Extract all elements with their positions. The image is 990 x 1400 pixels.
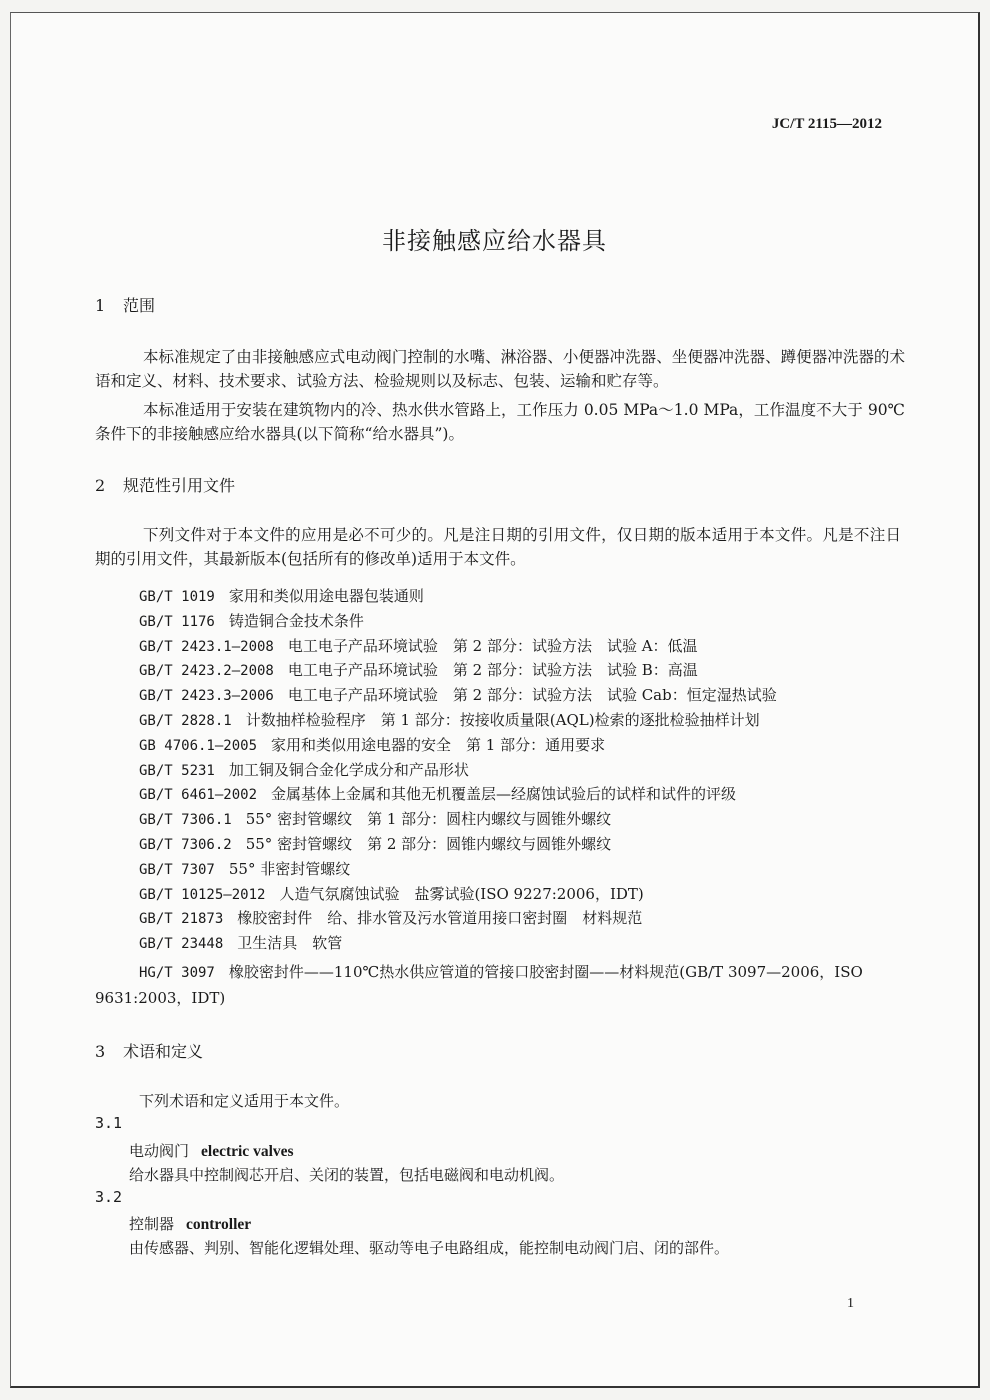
section-1-heading [95,293,155,316]
term-3-2-number: 3.2 [95,1188,123,1206]
term-3-2-en: controller [186,1216,252,1233]
reference-title: 铸造铜合金技术条件 [228,611,364,630]
section-2-number: 2 [95,476,106,495]
reference-title: 加工铜及铜合金化学成分和产品形状 [228,760,469,779]
reference-item [139,832,899,857]
section-3-number: 3 [95,1042,106,1061]
reference-item [139,733,899,758]
reference-title: 家用和类似用途电器的安全 第 1 部分：通用要求 [271,735,606,754]
reference-code: GB/T 7306.1 [139,812,232,829]
reference-title: 计数抽样检验程序 第 1 部分：按接收质量限(AQL)检索的逐批检验抽样计划 [245,710,760,729]
reference-item [139,634,899,659]
reference-title: 55° 密封管螺纹 第 1 部分：圆柱内螺纹与圆锥外螺纹 [245,810,612,829]
reference-item [139,758,899,783]
reference-item [139,906,899,931]
term-3-1-zh: 电动阀门 [129,1142,190,1160]
term-3-2-zh: 控制器 [129,1215,175,1233]
section-3-title: 术语和定义 [123,1042,204,1061]
term-3-1-definition: 给水器具中控制阀芯开启、关闭的装置，包括电磁阀和电动机阀。 [129,1166,565,1184]
reference-item [139,931,899,956]
reference-item [139,658,899,683]
reference-title: 卫生洁具 软管 [237,934,343,953]
reference-item [139,882,899,907]
document-page [10,12,980,1388]
reference-item [139,857,899,882]
section-3-intro: 下列术语和定义适用于本文件。 [139,1092,350,1110]
reference-title: 金属基体上金属和其他无机覆盖层—经腐蚀试验后的试样和试件的评级 [271,785,737,804]
reference-title: 55° 非密封管螺纹 [228,859,351,878]
reference-code: GB/T 10125—2012 [139,886,266,903]
reference-title: 橡胶密封件——110℃热水供应管道的管接口胶密封圈——材料规范(GB/T 3097—2006，ISO 9631:2003，IDT) [95,963,863,1007]
reference-item-last [95,960,901,1011]
page-number: 1 [847,1296,854,1311]
reference-code: GB/T 2423.2—2008 [139,663,274,680]
reference-title: 家用和类似用途电器包装通则 [228,587,424,605]
section-3-heading [95,1039,203,1062]
reference-code: GB/T 5231 [139,762,215,779]
reference-item [139,584,899,609]
section-1-number: 1 [95,296,106,315]
section-1-title: 范围 [123,296,156,315]
reference-title: 55° 密封管螺纹 第 2 部分：圆锥内螺纹与圆锥外螺纹 [245,834,612,853]
reference-item [139,708,899,733]
reference-title: 人造气氛腐蚀试验 盐雾试验(ISO 9227:2006，IDT) [279,884,644,903]
term-3-2-definition: 由传感器、判别、智能化逻辑处理、驱动等电子电路组成，能控制电动阀门启、闭的部件。 [129,1239,730,1257]
reference-title: 橡胶密封件 给、排水管及污水管道用接口密封圈 材料规范 [237,909,643,928]
reference-code: GB/T 21873 [139,911,224,928]
reference-title: 电工电子产品环境试验 第 2 部分：试验方法 试验 B：高温 [287,661,698,680]
reference-code: GB/T 1019 [139,589,215,605]
section-1-paragraph-1: 本标准规定了由非接触感应式电动阀门控制的水嘴、淋浴器、小便器冲洗器、坐便器冲洗器、蹲便器冲洗器的术语和定义、材料、技术要求、试验方法、检验规则以及标志、包装、运输和贮存等。 [95,348,905,390]
term-3-1 [129,1140,294,1161]
reference-code: GB 4706.1—2005 [139,737,258,754]
reference-code: GB/T 2828.1 [139,712,232,729]
reference-item [139,807,899,832]
reference-title: 电工电子产品环境试验 第 2 部分：试验方法 试验 A：低温 [287,636,698,655]
section-2-intro: 下列文件对于本文件的应用是必不可少的。凡是注日期的引用文件，仅日期的版本适用于本文件。凡是不注日期的引用文件，其最新版本(包括所有的修改单)适用于本文件。 [95,526,901,568]
reference-code: HG/T 3097 [139,965,215,981]
reference-item [139,683,899,708]
reference-code: GB/T 6461—2002 [139,787,258,804]
section-1-paragraph-2: 本标准适用于安装在建筑物内的冷、热水供水管路上，工作压力 0.05 MPa～1.0 MPa，工作温度不大于 90℃条件下的非接触感应给水器具(以下简称“给水器具”)。 [95,401,905,443]
reference-code: GB/T 2423.3—2006 [139,688,274,705]
reference-code: GB/T 1176 [139,613,215,630]
reference-title: 电工电子产品环境试验 第 2 部分：试验方法 试验 Cab：恒定湿热试验 [287,686,777,705]
reference-code: GB/T 7306.2 [139,836,232,853]
standard-code: JC/T 2115—2012 [771,116,882,132]
term-3-1-number: 3.1 [95,1114,123,1132]
document-title: 非接触感应给水器具 [382,227,607,255]
section-2-heading [95,473,235,496]
section-2-title: 规范性引用文件 [123,476,236,495]
term-3-1-en: electric valves [201,1143,294,1160]
reference-code: GB/T 7307 [139,861,215,878]
term-3-2 [129,1213,251,1234]
reference-item [139,782,899,807]
reference-code: GB/T 2423.1—2008 [139,638,274,655]
reference-code: GB/T 23448 [139,936,224,953]
reference-item [139,609,899,634]
normative-references-list [139,584,899,956]
